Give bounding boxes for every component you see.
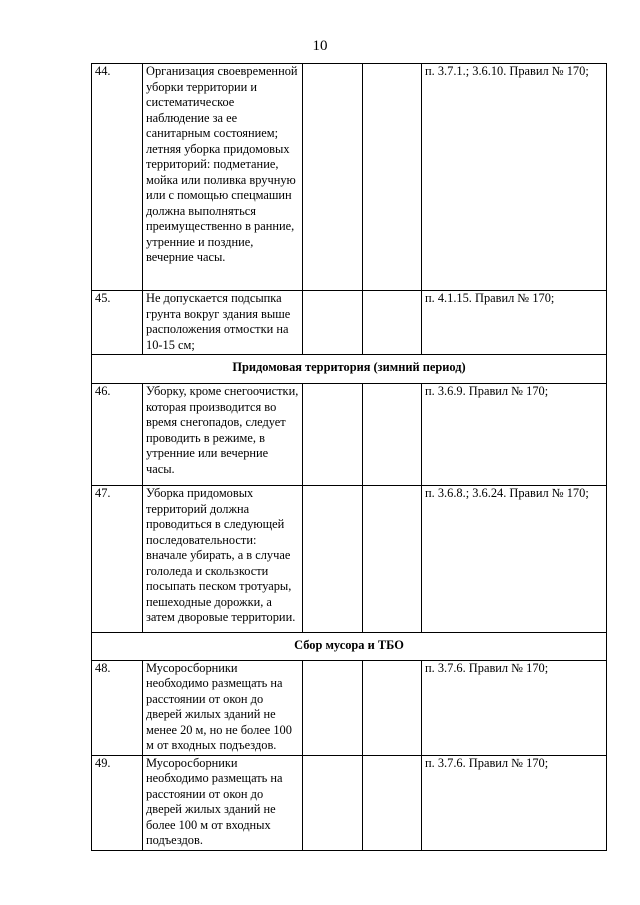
regulation-reference: п. 3.7.1.; 3.6.10. Правил № 170;: [422, 64, 607, 291]
regulations-table: [91, 63, 607, 851]
requirement-text: Не допускается подсыпка грунта вокруг здания выше расположения отмостки на 10-15 см;: [143, 291, 303, 355]
item-number: 45.: [92, 291, 143, 355]
table-row: [92, 486, 607, 633]
table-row: [92, 660, 607, 755]
regulation-reference: п. 3.7.6. Правил № 170;: [422, 660, 607, 755]
requirement-text: Уборка придомовых территорий должна проводиться в следующей последовательности: вначале убирать, а в случае гололеда и скользкости посыпать песком тротуары, пешеходные дорожки, а затем дворовые территории.: [143, 486, 303, 633]
empty-cell: [363, 486, 422, 633]
requirement-text: Организация своевременной уборки территории и систематическое наблюдение за ее санитарным состоянием; летняя уборка придомовых территорий: подметание, мойка или поливка вручную или с помощью спецмашин должна выполняться преимущественно в ранние, утренние и поздние, вечерние часы.: [143, 64, 303, 291]
table-row: [92, 64, 607, 291]
section-title: Придомовая территория (зимний период): [92, 355, 607, 384]
table-row: [92, 291, 607, 355]
section-header-row: [92, 355, 607, 384]
item-number: 48.: [92, 660, 143, 755]
empty-cell: [303, 755, 363, 850]
section-title: Сбор мусора и ТБО: [92, 633, 607, 661]
empty-cell: [363, 660, 422, 755]
item-number: 44.: [92, 64, 143, 291]
item-number: 49.: [92, 755, 143, 850]
regulation-reference: п. 3.6.9. Правил № 170;: [422, 384, 607, 486]
item-number: 46.: [92, 384, 143, 486]
item-number: 47.: [92, 486, 143, 633]
regulation-reference: п. 4.1.15. Правил № 170;: [422, 291, 607, 355]
empty-cell: [303, 660, 363, 755]
regulation-reference: п. 3.6.8.; 3.6.24. Правил № 170;: [422, 486, 607, 633]
requirement-text: Мусоросборники необходимо размещать на расстоянии от окон до дверей жилых зданий не более 100 м от входных подъездов.: [143, 755, 303, 850]
page-number: 10: [312, 38, 328, 54]
requirement-text: Мусоросборники необходимо размещать на расстоянии от окон до дверей жилых зданий не менее 20 м, но не более 100 м от входных подъездов.: [143, 660, 303, 755]
section-header-row: [92, 633, 607, 661]
empty-cell: [303, 291, 363, 355]
empty-cell: [303, 64, 363, 291]
empty-cell: [363, 384, 422, 486]
empty-cell: [363, 291, 422, 355]
empty-cell: [303, 384, 363, 486]
empty-cell: [363, 755, 422, 850]
requirement-text: Уборку, кроме снегоочистки, которая производится во время снегопадов, следует проводить в режиме, в утренние или вечерние часы.: [143, 384, 303, 486]
table-row: [92, 755, 607, 850]
regulation-reference: п. 3.7.6. Правил № 170;: [422, 755, 607, 850]
table-row: [92, 384, 607, 486]
empty-cell: [363, 64, 422, 291]
empty-cell: [303, 486, 363, 633]
